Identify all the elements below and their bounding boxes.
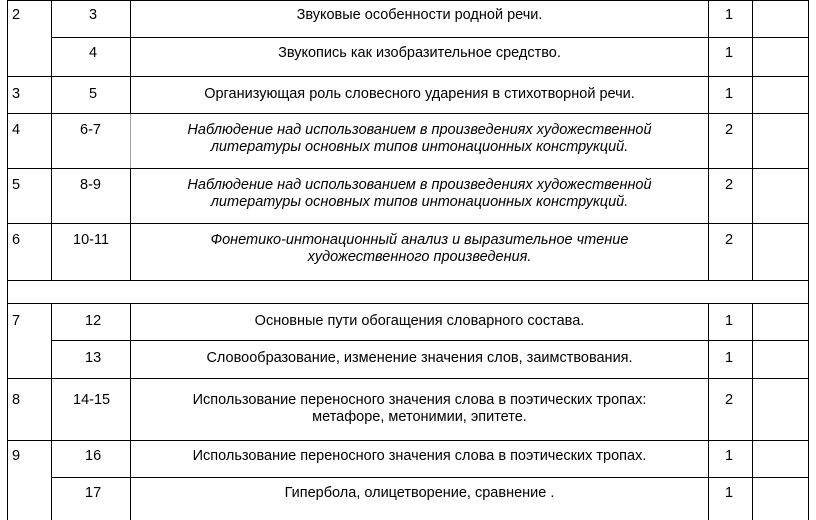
lesson-topic-line2: литературы основных типов интонационных конструкций.	[210, 194, 629, 210]
row-border	[7, 76, 809, 77]
col-border	[51, 303, 52, 520]
lesson-number: 5	[89, 86, 98, 102]
hours-count: 1	[725, 86, 734, 102]
lesson-topic: Гипербола, олицетворение, сравнение .	[284, 485, 555, 501]
lesson-topic-line1: Наблюдение над использованием в произведениях художественной	[187, 177, 652, 193]
lesson-number: 17	[85, 485, 102, 501]
hours-count: 1	[725, 7, 734, 23]
hours-count: 1	[725, 313, 734, 329]
lesson-topic-line2: метафоре, метонимии, эпитете.	[312, 409, 527, 425]
section-number: 3	[12, 86, 21, 102]
row-border	[51, 37, 809, 38]
lesson-number: 8-9	[80, 177, 101, 193]
hours-count: 1	[725, 45, 734, 61]
lesson-number: 16	[85, 448, 102, 464]
col-border	[7, 0, 8, 520]
hours-count: 2	[725, 122, 734, 138]
section-number: 7	[12, 313, 21, 329]
lesson-topic-line2: художественного произведения.	[307, 249, 532, 265]
lesson-topic: Словообразование, изменение значения слов, заимствования.	[206, 350, 633, 366]
lesson-topic-line1: Использование переносного значения слова в поэтических тропах:	[192, 392, 647, 408]
section-number: 4	[12, 122, 21, 138]
hours-count: 2	[725, 232, 734, 248]
section-number: 8	[12, 392, 21, 408]
row-border	[7, 378, 809, 379]
hours-count: 1	[725, 350, 734, 366]
lesson-topic: Основные пути обогащения словарного состава.	[254, 313, 585, 329]
lesson-number: 3	[89, 7, 98, 23]
col-border	[808, 0, 809, 520]
row-border	[51, 477, 809, 478]
lesson-topic: Организующая роль словесного ударения в стихотворной речи.	[204, 86, 635, 102]
lesson-number: 14-15	[73, 392, 111, 408]
section-number: 2	[12, 7, 21, 23]
col-border	[752, 0, 753, 280]
row-border	[7, 303, 809, 304]
lesson-number: 6-7	[80, 122, 101, 138]
row-border	[51, 340, 809, 341]
lesson-number: 13	[85, 350, 102, 366]
hours-count: 1	[725, 485, 734, 501]
row-border	[7, 223, 809, 224]
row-border	[7, 440, 809, 441]
lesson-topic: Звуковые особенности родной речи.	[296, 7, 543, 23]
section-number: 5	[12, 177, 21, 193]
lesson-number: 4	[89, 45, 98, 61]
section-number: 9	[12, 448, 21, 464]
col-border	[752, 303, 753, 520]
row-border	[7, 280, 809, 281]
lesson-topic: Использование переносного значения слова в поэтических тропах.	[192, 448, 647, 464]
col-border	[708, 0, 709, 280]
hours-count: 2	[725, 177, 734, 193]
lesson-topic: Звукопись как изобразительное средство.	[278, 45, 561, 61]
lesson-number: 12	[85, 313, 102, 329]
hours-count: 2	[725, 392, 734, 408]
lesson-topic-line2: литературы основных типов интонационных конструкций.	[210, 139, 629, 155]
lesson-number: 10-11	[73, 232, 110, 248]
section-number: 6	[12, 232, 21, 248]
lesson-topic-line1: Наблюдение над использованием в произведениях художественной	[187, 122, 652, 138]
lesson-topic-line1: Фонетико-интонационный анализ и выразительное чтение	[210, 232, 629, 248]
col-border	[51, 0, 52, 280]
row-border	[7, 113, 809, 114]
row-border	[7, 0, 809, 1]
hours-count: 1	[725, 448, 734, 464]
col-border	[708, 303, 709, 520]
row-border	[7, 168, 809, 169]
